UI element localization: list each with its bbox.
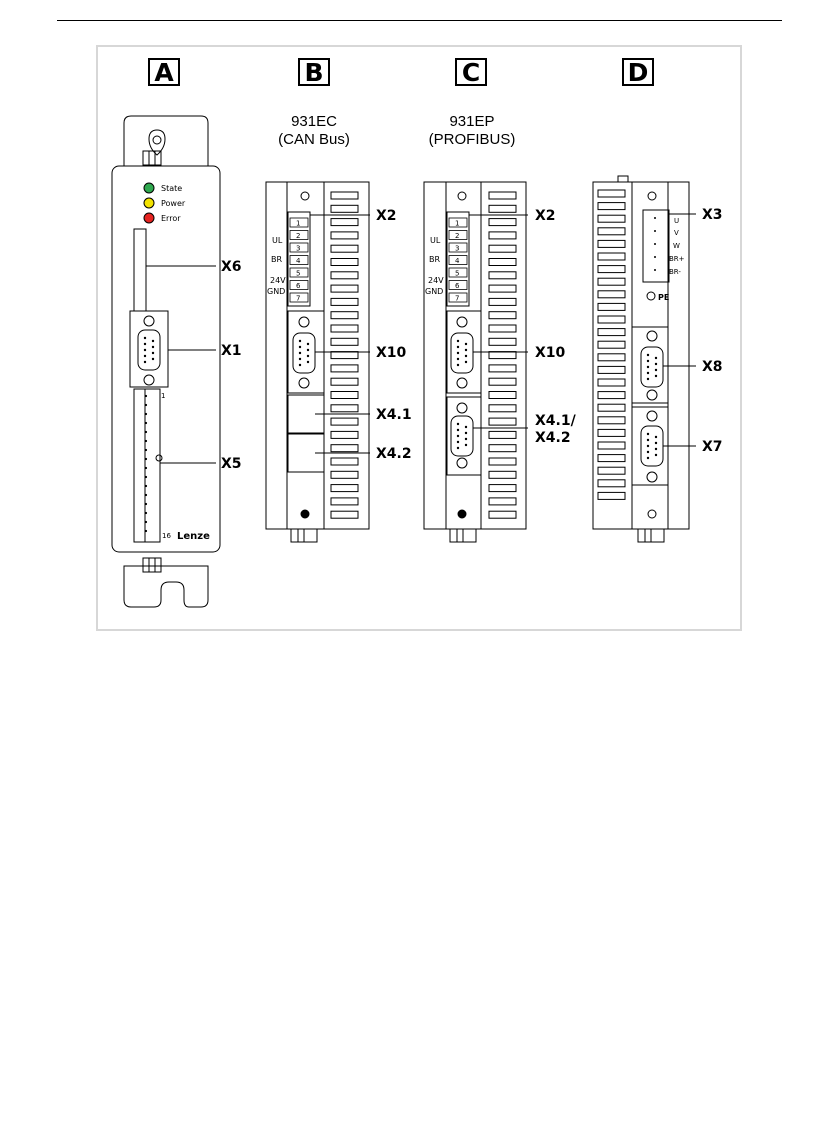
x5-pin: [145, 440, 147, 442]
terminal-number: 7: [455, 294, 460, 303]
sub-d-pin: [299, 364, 301, 366]
module-a-body: [112, 166, 220, 552]
sub-d-pin: [647, 457, 649, 459]
terminal-number: 3: [296, 244, 301, 253]
x5-pin: [145, 395, 147, 397]
connector-label-x412-c-line1: X4.1/: [535, 413, 576, 429]
x5-first-pin-label: 1: [161, 392, 166, 400]
x5-pin: [145, 431, 147, 433]
x3-pin: [654, 269, 656, 271]
sub-d-pin: [465, 426, 467, 428]
terminal-number: 1: [455, 219, 460, 228]
x5-pin: [145, 449, 147, 451]
power-led: [144, 198, 154, 208]
x5-pin: [145, 422, 147, 424]
sub-d-pin: [299, 358, 301, 360]
terminal-number: 6: [296, 282, 301, 290]
sub-d-pin: [647, 366, 649, 368]
sub-d-pin: [457, 447, 459, 449]
sub-d-pin: [457, 435, 459, 437]
sub-d-pin: [152, 358, 154, 360]
sub-d-pin: [457, 340, 459, 342]
connector-label-x7: X7: [702, 439, 723, 455]
sub-d-pin: [457, 429, 459, 431]
sub-d-pin: [465, 355, 467, 357]
x3-label-u: U: [674, 217, 680, 225]
sub-d-pin: [457, 346, 459, 348]
sub-d-pin: [457, 364, 459, 366]
sub-d-pin: [457, 423, 459, 425]
sub-d-pin: [144, 355, 146, 357]
sub-d-pin: [144, 337, 146, 339]
x5-pin: [145, 413, 147, 415]
sub-d-pin: [655, 436, 657, 438]
sub-d-pin: [144, 349, 146, 351]
sub-d-pin: [457, 441, 459, 443]
sub-d-pin: [465, 343, 467, 345]
module-b-body: [266, 182, 369, 529]
connector-label-x6: X6: [221, 259, 242, 275]
sub-d-pin: [465, 349, 467, 351]
sub-d-pin: [465, 432, 467, 434]
terminal-number: 4: [455, 257, 460, 265]
sub-d-pin: [647, 354, 649, 356]
sub-d-pin: [655, 442, 657, 444]
sub-d-pin: [647, 360, 649, 362]
x3-label-v: V: [674, 229, 679, 237]
connector-label-x1: X1: [221, 343, 242, 359]
terminal-label-ul-b: UL: [272, 236, 283, 245]
sub-d-pin: [152, 340, 154, 342]
power-led-label: Power: [161, 199, 186, 208]
x3-pin: [654, 230, 656, 232]
state-led-label: State: [161, 184, 183, 193]
sub-d-pin: [465, 438, 467, 440]
connector-label-x2-c: X2: [535, 208, 556, 224]
state-led: [144, 183, 154, 193]
module-c-body: [424, 182, 526, 529]
connector-label-x412-c-line2: X4.2: [535, 430, 571, 446]
sub-d-pin: [647, 378, 649, 380]
terminal-label-24v-c: 24V: [428, 276, 444, 285]
x3-pin: [654, 243, 656, 245]
sub-d-pin: [307, 343, 309, 345]
sub-d-pin: [152, 352, 154, 354]
sub-d-pin: [457, 352, 459, 354]
panel-label-c: C: [455, 58, 487, 86]
model-subtitle-b: (CAN Bus): [278, 131, 350, 148]
connector-label-x8: X8: [702, 359, 723, 375]
terminal-number: 1: [296, 219, 301, 228]
connector-label-x2-b: X2: [376, 208, 397, 224]
x3-label-w: W: [673, 242, 680, 250]
sub-d-pin: [307, 355, 309, 357]
x3-pin: [654, 256, 656, 258]
terminal-number: 3: [455, 244, 460, 253]
terminal-label-gnd-b: GND: [267, 287, 286, 296]
sub-d-pin: [465, 361, 467, 363]
terminal-number: 5: [296, 269, 301, 278]
terminal-label-br-b: BR: [271, 255, 283, 264]
sub-d-pin: [647, 451, 649, 453]
connector-label-x10-c: X10: [535, 345, 566, 361]
terminal-number: 5: [455, 269, 460, 278]
sub-d-pin: [144, 361, 146, 363]
error-led: [144, 213, 154, 223]
x5-pin: [145, 485, 147, 487]
panel-label-b: B: [298, 58, 330, 86]
terminal-label-24v-b: 24V: [270, 276, 286, 285]
sub-d-pin: [655, 454, 657, 456]
sub-d-pin: [299, 340, 301, 342]
x5-pin: [145, 503, 147, 505]
sub-d-pin: [655, 369, 657, 371]
sub-d-pin: [465, 444, 467, 446]
x3-label-brp: BR+: [669, 255, 685, 263]
x3-label-brm: BR-: [669, 268, 681, 276]
x5-pin: [145, 458, 147, 460]
connector-label-x42-b: X4.2: [376, 446, 412, 462]
sub-d-pin: [307, 349, 309, 351]
sub-d-pin: [647, 445, 649, 447]
terminal-number: 7: [296, 294, 301, 303]
sub-d-pin: [144, 343, 146, 345]
terminal-label-gnd-c: GND: [425, 287, 444, 296]
connector-label-x10-b: X10: [376, 345, 407, 361]
x3-pin: [654, 217, 656, 219]
x5-pin: [145, 476, 147, 478]
x5-pin: [145, 521, 147, 523]
model-subtitle-c: (PROFIBUS): [428, 131, 516, 148]
sub-d-pin: [307, 361, 309, 363]
sub-d-pin: [655, 363, 657, 365]
terminal-number: 4: [296, 257, 301, 265]
sub-d-pin: [655, 375, 657, 377]
x5-pin: [145, 404, 147, 406]
x5-pin: [145, 467, 147, 469]
x5-pin: [145, 512, 147, 514]
sub-d-pin: [457, 358, 459, 360]
model-name-c: 931EP: [449, 113, 495, 130]
panel-label-a: A: [148, 58, 180, 86]
sub-d-pin: [647, 433, 649, 435]
model-name-b: 931EC: [291, 113, 337, 130]
terminal-label-br-c: BR: [429, 255, 441, 264]
terminal-label-ul-c: UL: [430, 236, 441, 245]
sub-d-pin: [655, 448, 657, 450]
sub-d-pin: [647, 372, 649, 374]
x5-pin: [145, 530, 147, 532]
pe-label: PE: [658, 293, 670, 302]
error-led-label: Error: [161, 214, 181, 223]
sub-d-pin: [647, 439, 649, 441]
connector-label-x41-b: X4.1: [376, 407, 412, 423]
panel-label-d: D: [622, 58, 654, 86]
terminal-number: 2: [296, 232, 301, 240]
x5-pin: [145, 494, 147, 496]
brand-logo: Lenze: [177, 531, 210, 542]
connector-label-x5: X5: [221, 456, 242, 472]
sub-d-pin: [152, 346, 154, 348]
terminal-number: 6: [455, 282, 460, 290]
sub-d-pin: [655, 357, 657, 359]
terminal-number: 2: [455, 232, 460, 240]
sub-d-pin: [299, 352, 301, 354]
sub-d-pin: [299, 346, 301, 348]
connector-label-x3: X3: [702, 207, 723, 223]
x5-last-pin-label: 16: [162, 532, 171, 540]
